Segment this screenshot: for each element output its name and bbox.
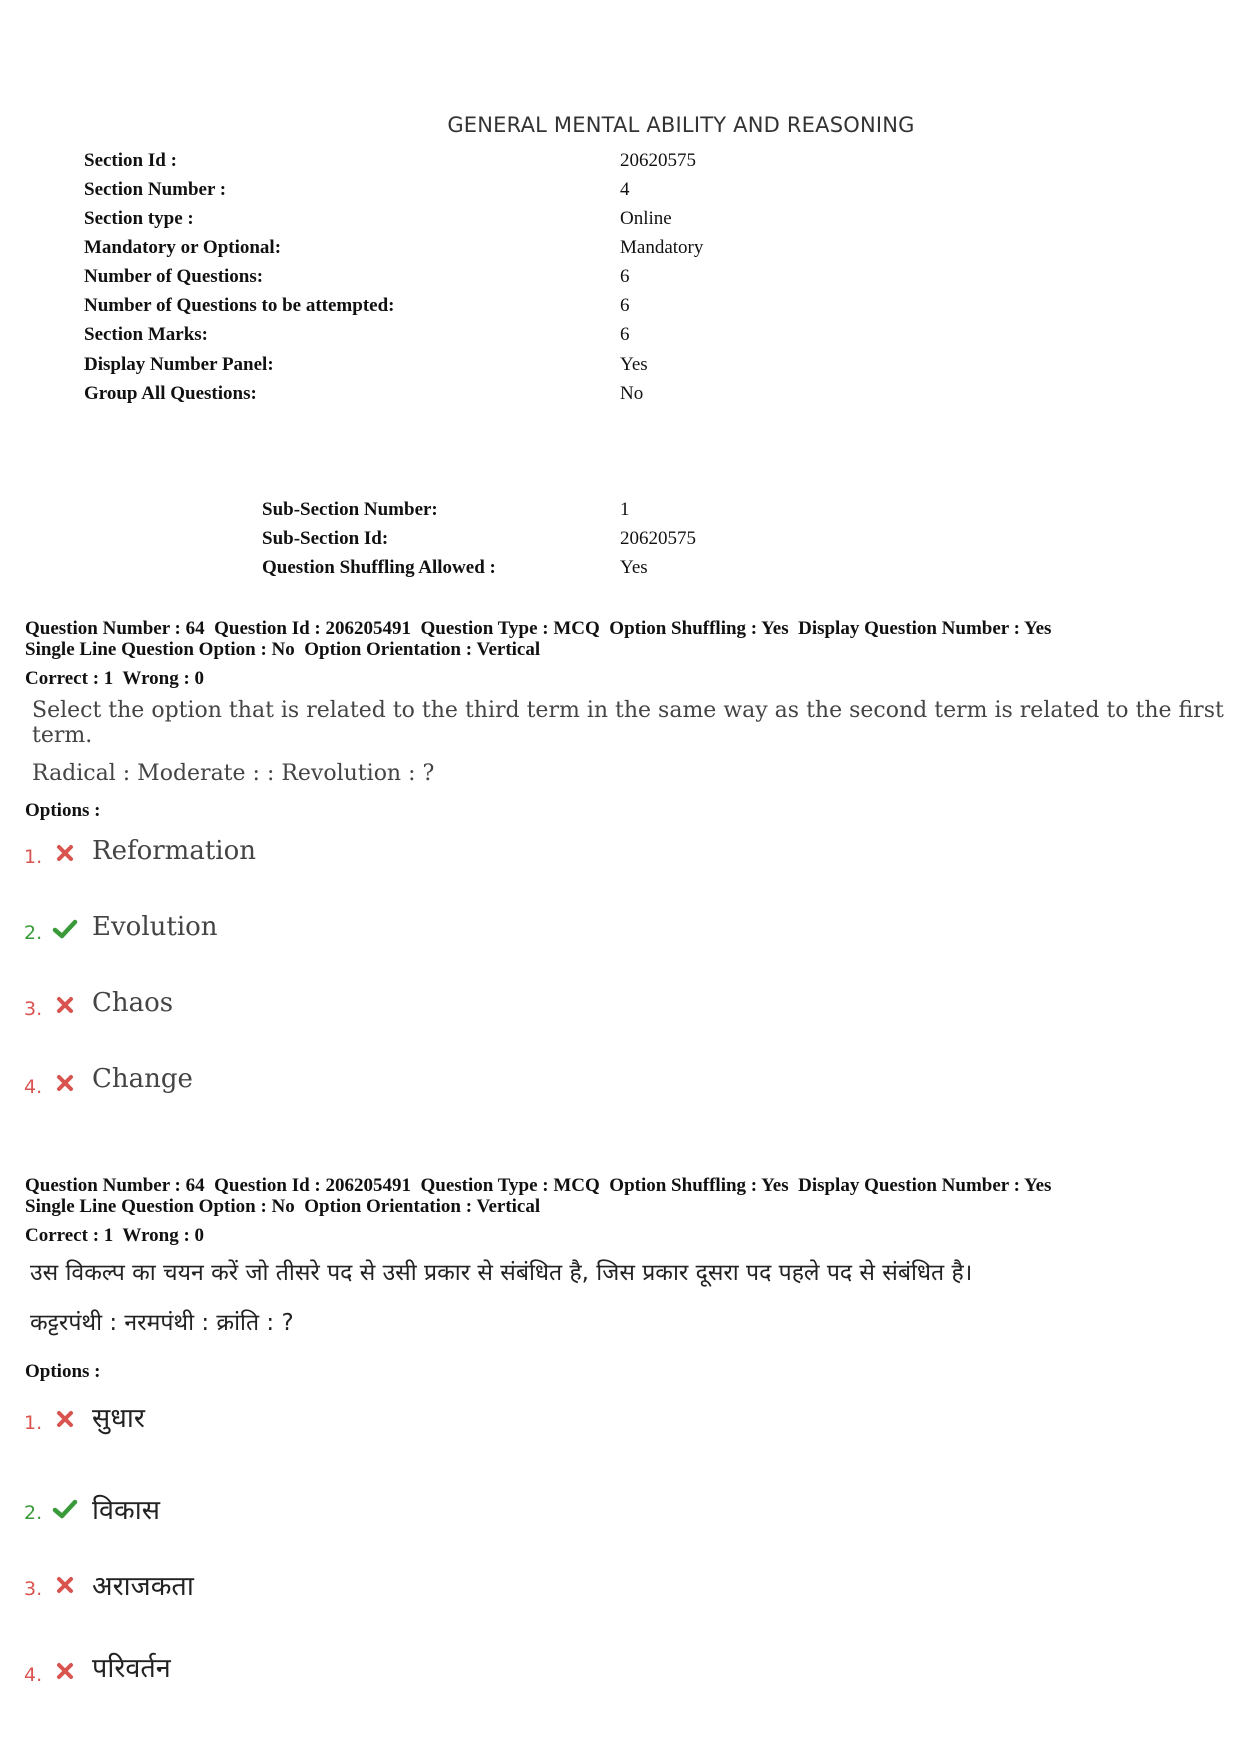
subsection-id-value: 20620575 [620,528,696,549]
option-text: परिवर्तन [92,1653,171,1684]
shuffling-value: Yes [620,557,648,578]
shuffling-label: Question Shuffling Allowed : [262,557,496,578]
section-type-value: Online [620,208,672,229]
question-marks: Correct : 1 Wrong : 0 [25,668,205,689]
section-marks-label: Section Marks: [84,324,209,345]
option-text: Reformation [92,836,256,866]
option-text: Evolution [92,912,218,942]
option-number: 2. [24,1502,43,1524]
section-type-label: Section type : [84,208,194,229]
question-meta-line2: Single Line Question Option : No Option Orientation : Vertical [25,639,541,660]
question-marks: Correct : 1 Wrong : 0 [25,1225,205,1246]
wrong-mark-icon [54,994,76,1016]
mandatory-value: Mandatory [620,237,704,258]
subsection-id-label: Sub-Section Id: [262,528,389,549]
wrong-mark-icon [54,842,76,864]
question-meta-line1: Question Number : 64 Question Id : 206205491 Question Type : MCQ Option Shuffling : Yes Display Question Number : Yes [25,618,1052,639]
option-number: 1. [24,1412,43,1434]
option-number: 1. [24,846,43,868]
option-number: 4. [24,1076,43,1098]
section-marks-value: 6 [620,324,630,345]
subsection-number-label: Sub-Section Number: [262,499,438,520]
option-text: Change [92,1064,193,1094]
num-questions-label: Number of Questions: [84,266,264,287]
option-text: अराजकता [92,1571,194,1602]
num-attempt-value: 6 [620,295,630,316]
section-id-value: 20620575 [620,150,696,171]
wrong-mark-icon [54,1408,76,1430]
section-number-value: 4 [620,179,630,200]
section-title: GENERAL MENTAL ABILITY AND REASONING [447,113,915,137]
question-analogy: Radical : Moderate : : Revolution : ? [32,761,435,786]
subsection-number-value: 1 [620,499,630,520]
section-number-label: Section Number : [84,179,227,200]
option-text: सुधार [92,1403,145,1434]
group-questions-value: No [620,383,644,404]
mandatory-label: Mandatory or Optional: [84,237,282,258]
option-text: विकास [92,1495,160,1526]
option-number: 2. [24,922,43,944]
question-meta-line2: Single Line Question Option : No Option Orientation : Vertical [25,1196,541,1217]
option-number: 3. [24,1578,43,1600]
display-panel-value: Yes [620,354,648,375]
option-text: Chaos [92,988,174,1018]
correct-mark-icon [52,918,78,940]
wrong-mark-icon [54,1072,76,1094]
question-text: उस विकल्प का चयन करें जो तीसरे पद से उसी प्रकार से संबंधित है, जिस प्रकार दूसरा पद पहले पद से संबंधित है। [30,1260,973,1286]
options-label: Options : [25,800,101,821]
section-id-label: Section Id : [84,150,177,171]
num-questions-value: 6 [620,266,630,287]
num-attempt-label: Number of Questions to be attempted: [84,295,395,316]
question-meta-line1: Question Number : 64 Question Id : 206205491 Question Type : MCQ Option Shuffling : Yes Display Question Number : Yes [25,1175,1052,1196]
question-text: Select the option that is related to the third term in the same way as the second term is related to the first term. [32,698,1224,748]
options-label: Options : [25,1361,101,1382]
correct-mark-icon [52,1498,78,1520]
wrong-mark-icon [54,1574,76,1596]
display-panel-label: Display Number Panel: [84,354,274,375]
option-number: 3. [24,998,43,1020]
question-analogy: कट्टरपंथी : नरमपंथी : क्रांति : ? [30,1310,294,1336]
group-questions-label: Group All Questions: [84,383,257,404]
option-number: 4. [24,1664,43,1686]
wrong-mark-icon [54,1660,76,1682]
